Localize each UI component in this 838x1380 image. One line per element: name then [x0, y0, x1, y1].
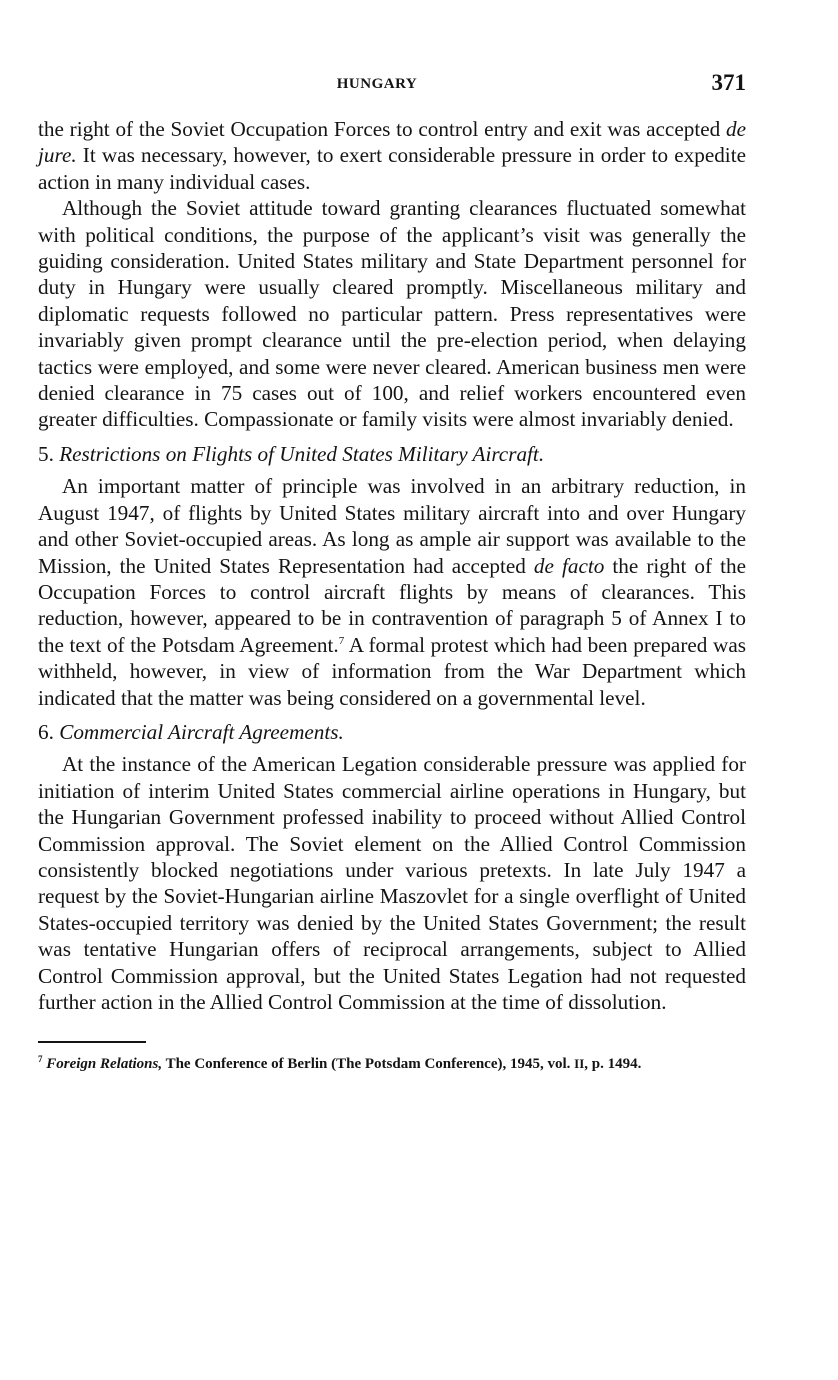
- section-number: 6.: [38, 719, 54, 744]
- running-header: [38, 70, 746, 106]
- footnote-marker: 7: [38, 1054, 43, 1065]
- paragraph-text: the right of the Soviet Occupation Forces to control entry and exit was accepted: [38, 117, 726, 141]
- body-text: [38, 116, 746, 1015]
- section-title: Restrictions on Flights of United States Military Aircraft.: [59, 441, 545, 466]
- paragraph-commercial-aircraft: At the instance of the American Legation considerable pressure was applied for initiation of interim United States commercial airline operations in Hungary, but the Hungarian Government professed inability to proceed without Allied Control Commission approval. The Soviet element on the Allied Control Commission consistently blocked negotiations under various pretexts. In late July 1947 a request by the Soviet-Hungarian airline Maszovlet for a single overflight of United States-occupied territory was denied by the United States Government; the result was tentative Hungarian offers of reciprocal arrangements, subject to Allied Control Commission approval, but the United States Legation had not requested further action in the Allied Control Commission at the time of dissolution.: [38, 752, 746, 1014]
- footnote-volume: II: [574, 1056, 585, 1072]
- document-page: [38, 70, 746, 1073]
- paragraph-text: An important matter of principle was involved in an arbitrary reduction, in August 1947, of flights by United States military aircraft into and over Hungary and other Soviet-occupied areas. As long as ample air support was available to the Mission, the United States Representation had accepted: [38, 474, 746, 578]
- page-number: 371: [711, 70, 746, 95]
- paragraph-continuation: [38, 116, 746, 195]
- running-title: HUNGARY: [336, 76, 418, 92]
- footnote-text-end: , p. 1494.: [584, 1056, 642, 1073]
- italic-phrase: de jure.: [38, 117, 746, 168]
- footnote-reference[interactable]: 7: [338, 634, 345, 647]
- footnote-italic: Foreign Relations,: [46, 1056, 163, 1073]
- paragraph-text: It was necessary, however, to exert considerable pressure in order to expedite action in many individual cases.: [38, 143, 746, 194]
- section-title: Commercial Aircraft Agreements.: [59, 719, 344, 744]
- footnote: [38, 1055, 746, 1073]
- section-heading-5: [38, 441, 746, 467]
- footnote-text: The Conference of Berlin (The Potsdam Conference), 1945, vol.: [162, 1056, 575, 1073]
- footnote-divider: [38, 1041, 146, 1043]
- section-heading-6: [38, 719, 746, 745]
- section-number: 5.: [38, 441, 54, 466]
- paragraph-text: the right of the Occupation Forces to control aircraft flights by means of clearances. This reduction, however, appeared to be in contravention of paragraph 5 of Annex I to the text of the Potsdam Agreement.: [38, 553, 746, 657]
- paragraph-text: A formal protest which had been prepared was withheld, however, in view of information from the War Department which indicated that the matter was being considered on a governmental level.: [38, 632, 746, 710]
- paragraph-clearances: Although the Soviet attitude toward granting clearances fluctuated somewhat with political conditions, the purpose of the applicant’s visit was generally the guiding consideration. United States military and State Department personnel for duty in Hungary were usually cleared promptly. Miscellaneous military and diplomatic requests followed no particular pattern. Press representatives were invariably given prompt clearance until the pre-election period, when delaying tactics were employed, and some were never cleared. American business men were denied clearance in 75 cases out of 100, and relief workers encountered even greater difficulties. Compassionate or family visits were almost invariably denied.: [38, 196, 746, 432]
- italic-phrase: de facto: [533, 553, 605, 578]
- paragraph-military-flights: [38, 473, 746, 711]
